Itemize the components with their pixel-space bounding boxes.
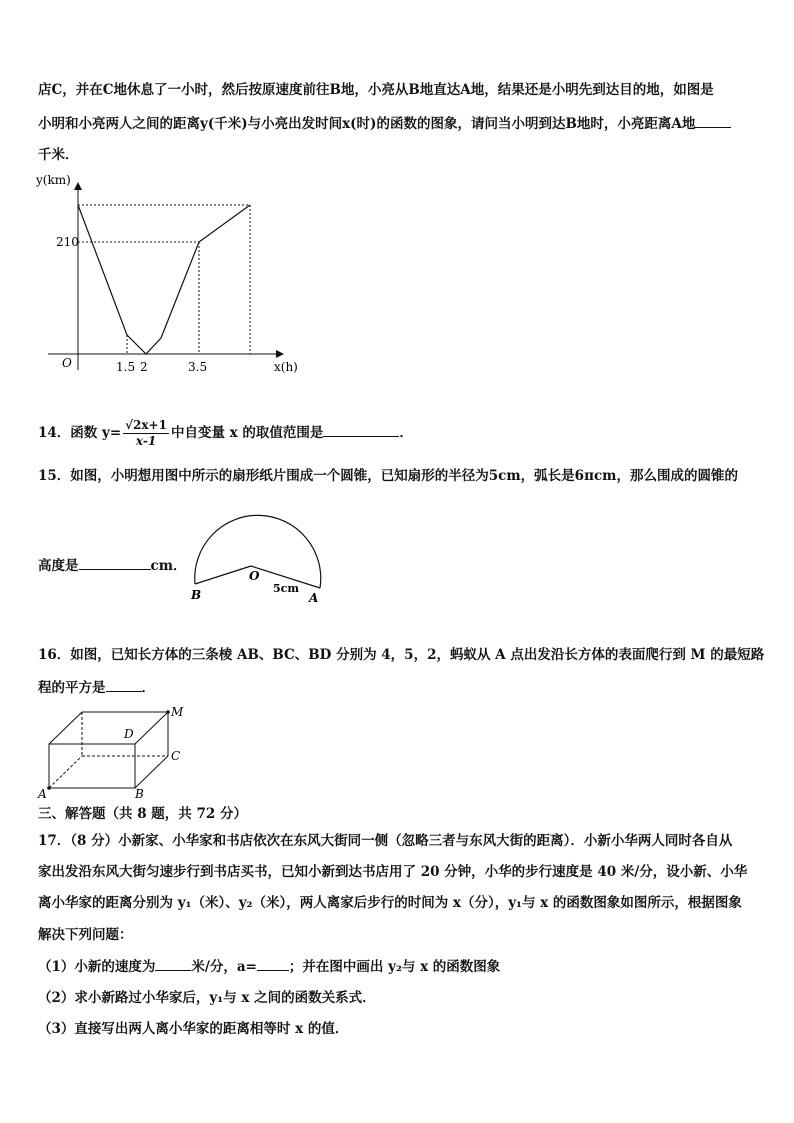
y-axis-label: y(km) <box>36 173 71 187</box>
q14-answer-blank <box>323 422 399 437</box>
q14-line <box>38 418 413 449</box>
label-d: D <box>124 727 134 741</box>
label-b: B <box>135 787 144 800</box>
edge-top-left <box>49 712 82 744</box>
label-a: A <box>38 787 47 800</box>
q16-answer-blank <box>106 677 142 692</box>
x-axis-label: x(h) <box>274 360 298 374</box>
q13-line3: 千米． <box>38 147 79 163</box>
q13-graph <box>30 170 310 385</box>
q17-sub3: （3）直接写出两人离小华家的距离相等时 x 的值． <box>38 1021 349 1037</box>
origin-label: O <box>62 356 72 370</box>
label-5cm: 5cm <box>273 582 299 595</box>
label-b: B <box>191 588 202 602</box>
q17-speed-blank <box>155 956 191 971</box>
q14-denominator: x-1 <box>135 434 157 448</box>
y-tick-210: 210 <box>56 235 79 249</box>
q15-line2 <box>38 555 187 576</box>
label-m: M <box>171 705 184 719</box>
q17-line2: 家出发沿东风大街匀速步行到书店买书，已知小新到达书店用了 20 分钟，小华的步行速度是 40 米/分，设小新、小华 <box>38 864 748 880</box>
q17-sub1-b: 米/分，a= <box>191 959 257 975</box>
point-m <box>166 710 170 714</box>
q13-answer-blank <box>695 113 731 128</box>
x-tick-1.5: 1.5 <box>116 360 136 374</box>
q14-fraction <box>123 418 169 449</box>
x-tick-2: 2 <box>140 360 148 374</box>
q14-prefix: 14．函数 y= <box>38 425 122 441</box>
q17-sub1-a: （1）小新的速度为 <box>38 959 156 975</box>
edge-top-right <box>135 712 168 744</box>
q14-numerator: √2x+1 <box>125 418 167 432</box>
x-tick-3.5: 3.5 <box>188 360 208 374</box>
q17-line4: 解决下列问题： <box>38 927 133 943</box>
q15-line2-prefix: 高度是 <box>38 558 79 574</box>
q16-line1: 16．如图，已知长方体的三条棱 AB、BC、BD 分别为 4，5，2，蚂蚁从 A 点出发沿长方体的表面爬行到 M 的最短路 <box>38 647 765 663</box>
q14-end: ． <box>399 425 413 441</box>
q13-line2 <box>38 113 731 134</box>
label-o: O <box>249 569 260 583</box>
q15-answer-blank <box>79 555 151 570</box>
hidden-diagonal <box>49 756 82 788</box>
section3-title: 三、解答题（共 8 题，共 72 分） <box>38 806 247 822</box>
q17-sub1 <box>38 956 500 977</box>
distance-curve <box>78 205 250 354</box>
front-face <box>49 744 135 788</box>
q15-line2-suffix: cm． <box>150 558 187 574</box>
q17-sub2: （2）求小新路过小华家后，y₁与 x 之间的函数关系式． <box>38 990 376 1006</box>
q17-line3: 离小华家的距离分别为 y₁（米）、y₂（米），两人离家后步行的时间为 x（分），y₁与 x 的函数图象如图所示，根据图象 <box>38 895 742 911</box>
q15-sector-figure <box>185 500 330 605</box>
q15-line1: 15．如图，小明想用图中所示的扇形纸片围成一个圆锥，已知扇形的半径为5cm，弧长是6πcm，那么围成的圆锥的 <box>38 468 738 484</box>
q16-line2-suffix: ． <box>141 680 155 696</box>
q16-cuboid-figure <box>34 700 194 800</box>
label-c: C <box>171 749 181 763</box>
edge-bottom-right <box>135 756 168 788</box>
q13-line2-text: 小明和小亮两人之间的距离y(千米)与小亮出发时间x(时)的函数的图象，请问当小明到达B地时，小亮距离A地 <box>38 116 696 132</box>
q17-line1: 17．（8 分）小新家、小华家和书店依次在东风大街同一侧（忽略三者与东风大街的距离）．小新小华两人同时各自从 <box>38 833 733 849</box>
point-a <box>47 786 51 790</box>
q16-line2-prefix: 程的平方是 <box>38 680 106 696</box>
q17-sub1-c: ；并在图中画出 y₂与 x 的函数图象 <box>288 959 501 975</box>
radius-ob <box>195 566 251 584</box>
q14-suffix: 中自变量 x 的取值范围是 <box>170 425 324 441</box>
q16-line2 <box>38 677 155 698</box>
label-a: A <box>309 591 319 605</box>
q13-line1: 店C，并在C地休息了一小时，然后按原速度前往B地，小亮从B地直达A地，结果还是小明先到达目的地，如图是 <box>38 82 714 98</box>
q17-a-blank <box>257 956 289 971</box>
